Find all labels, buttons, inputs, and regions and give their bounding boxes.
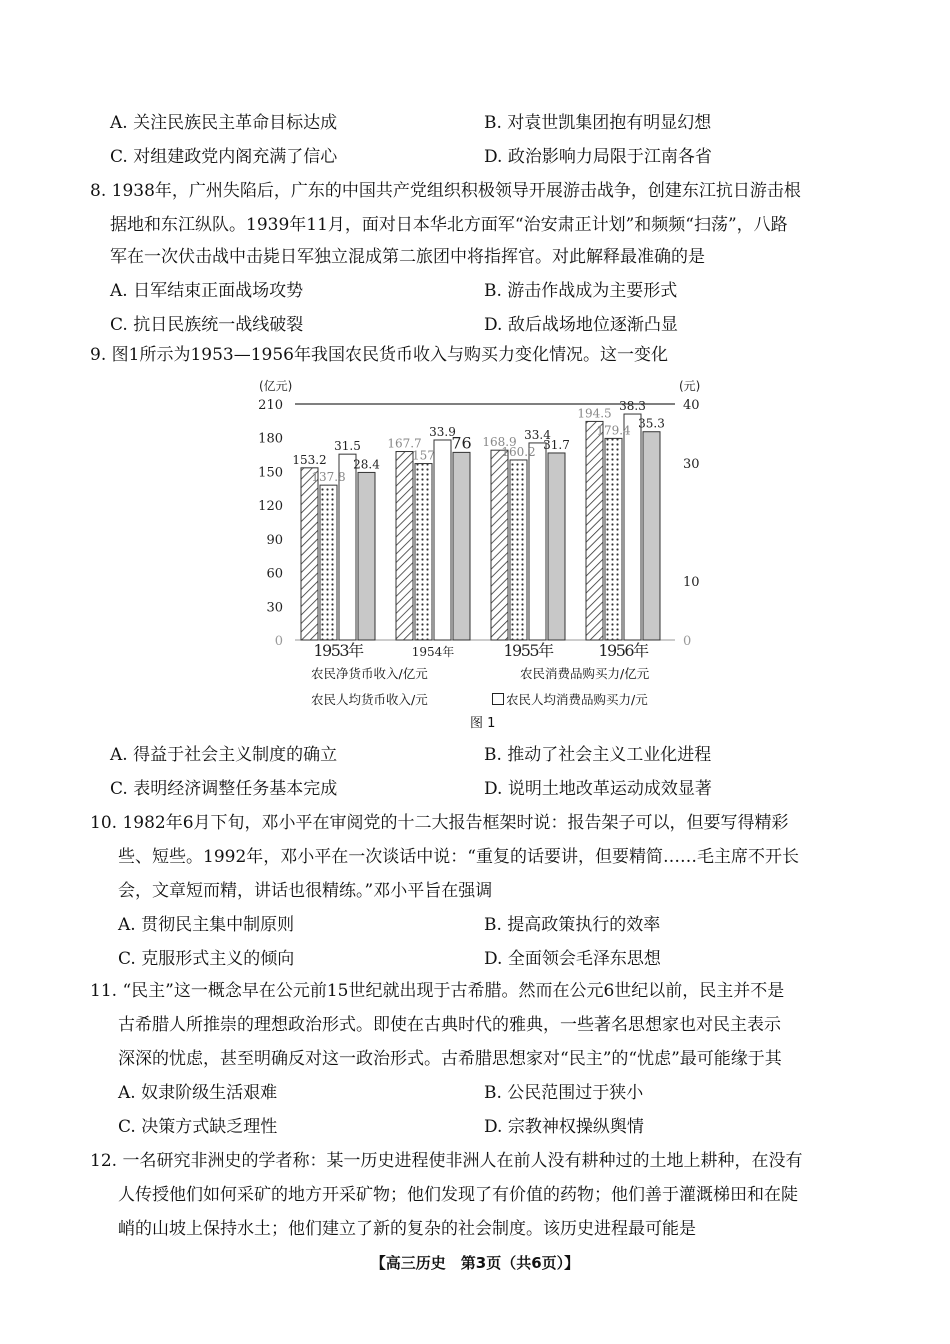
bar-data-label: 153.2 <box>292 452 327 467</box>
bar-gray <box>453 452 470 640</box>
legend-label-per-capita-purchasing: 农民人均消费品购买力/元 <box>506 692 648 707</box>
right-tick-label: 10 <box>683 575 700 590</box>
q7-option-a: A. 关注民族民主革命目标达成 <box>110 113 338 133</box>
q11-option-b: B. 公民范围过于狭小 <box>484 1083 644 1103</box>
legend-item-per-capita-income: 农民人均货币收入/元 <box>311 692 428 707</box>
figure-caption: 图 1 <box>470 716 496 731</box>
right-tick-label: 40 <box>683 398 700 413</box>
bar-hatch <box>396 452 413 640</box>
q8-option-a: A. 日军结束正面战场攻势 <box>110 281 304 301</box>
legend-item-net-income: 农民净货币收入/亿元 <box>311 666 428 681</box>
right-tick-label: 0 <box>683 634 692 649</box>
bar-white <box>434 440 451 640</box>
bar-dots <box>510 460 527 640</box>
bar-data-label: 38.3 <box>619 399 646 414</box>
bar-data-label: 160.2 <box>501 444 536 459</box>
bar-hatch <box>301 468 318 640</box>
q12-stem-line3: 峭的山坡上保持水土；他们建立了新的复杂的社会制度。该历史进程最可能是 <box>118 1219 696 1239</box>
left-tick-label: 30 <box>266 600 283 616</box>
legend-swatch-white <box>492 693 504 705</box>
q11-stem-line2: 古希腊人所推崇的理想政治形式。即使在古典时代的雅典，一些著名思想家也对民主表示 <box>118 1015 781 1035</box>
q10-stem-line2: 些、短些。1992年，邓小平在一次谈话中说：“重复的话要讲，但要精简……毛主席不开长 <box>118 847 799 867</box>
q11-option-c: C. 决策方式缺乏理性 <box>118 1117 278 1137</box>
left-tick-label: 90 <box>266 532 283 548</box>
q9-option-a: A. 得益于社会主义制度的确立 <box>110 745 338 765</box>
left-tick-label: 180 <box>258 431 283 447</box>
x-tick-label: 1955年 <box>503 641 553 660</box>
q8-option-c: C. 抗日民族统一战线破裂 <box>110 315 304 335</box>
q8-option-b: B. 游击作战成为主要形式 <box>484 281 678 301</box>
left-tick-label: 60 <box>266 566 283 582</box>
q8-option-d: D. 敌后战场地位逐渐凸显 <box>484 315 678 335</box>
bar-gray <box>548 453 565 640</box>
legend-item-purchasing-power: 农民消费品购买力/亿元 <box>520 666 650 681</box>
q10-stem-line1: 10. 1982年6月下旬，邓小平在审阅党的十二大报告框架时说：报告架子可以，但要写得精彩 <box>90 813 789 833</box>
q12-stem-line2: 人传授他们如何采矿的地方开采矿物；他们发现了有价值的药物；他们善于灌溉梯田和在陡 <box>118 1185 798 1205</box>
q9-option-b: B. 推动了社会主义工业化进程 <box>484 745 712 765</box>
bar-dots <box>320 485 337 640</box>
bar-data-label: 137.8 <box>311 470 346 485</box>
page-footer: 【高三历史 第3页（共6页）】 <box>370 1254 580 1272</box>
bar-data-label: 31.5 <box>334 439 361 454</box>
left-tick-label: 210 <box>258 398 283 413</box>
q9-option-c: C. 表明经济调整任务基本完成 <box>110 779 338 799</box>
q10-option-c: C. 克服形式主义的倾向 <box>118 949 295 969</box>
q9-stem-line1: 9. 图1所示为1953—1956年我国农民货币收入与购买力变化情况。这一变化 <box>90 345 668 365</box>
bar-hatch <box>491 450 508 640</box>
bar-data-label: 168.9 <box>482 435 517 450</box>
q8-stem-line3: 军在一次伏击战中击毙日军独立混成第二旅团中将指挥官。对此解释最准确的是 <box>110 247 705 267</box>
bar-data-label: 31.7 <box>543 437 570 452</box>
left-tick-label: 150 <box>258 465 283 481</box>
left-axis-unit: (亿元) <box>259 379 293 393</box>
bar-gray <box>358 472 375 640</box>
bar-data-label: 28.4 <box>353 457 380 472</box>
q8-stem-line1: 8. 1938年，广州失陷后，广东的中国共产党组织积极领导开展游击战争，创建东江抗日游击根 <box>90 181 801 201</box>
bar-white <box>624 414 641 640</box>
right-tick-label: 30 <box>683 457 700 472</box>
bar-gray <box>643 432 660 640</box>
q12-stem-line1: 12. 一名研究非洲史的学者称：某一历史进程使非洲人在前人没有耕种过的土地上耕种，在没有 <box>90 1151 803 1171</box>
q7-option-b: B. 对袁世凯集团抱有明显幻想 <box>484 113 712 133</box>
bar-data-label: 167.7 <box>387 436 422 451</box>
x-tick-label: 1956年 <box>598 641 648 660</box>
bar-data-label: 76 <box>451 433 472 453</box>
left-tick-label: 0 <box>274 634 283 649</box>
bar-dots <box>605 438 622 640</box>
bar-data-label: 194.5 <box>577 406 612 421</box>
q11-option-a: A. 奴隶阶级生活艰难 <box>118 1083 278 1103</box>
q7-option-d: D. 政治影响力局限于江南各省 <box>484 147 712 167</box>
bar-white <box>529 443 546 640</box>
legend-item-per-capita-purchasing <box>492 690 648 708</box>
bar-data-label: 33.4 <box>524 427 551 442</box>
x-tick-label: 1953年 <box>313 641 363 660</box>
left-tick-label: 120 <box>258 499 283 515</box>
right-axis-unit: (元) <box>679 379 701 393</box>
x-tick-label: 1954年 <box>411 645 455 659</box>
q11-stem-line1: 11. “民主”这一概念早在公元前15世纪就出现于古希腊。然而在公元6世纪以前，民主并不是 <box>90 981 785 1001</box>
bar-data-label: 35.3 <box>638 416 665 431</box>
q10-option-a: A. 贯彻民主集中制原则 <box>118 915 295 935</box>
q11-stem-line3: 深深的忧虑，甚至明确反对这一政治形式。古希腊思想家对“民主”的“忧虑”最可能缘于其 <box>118 1049 782 1069</box>
q9-option-d: D. 说明土地改革运动成效显著 <box>484 779 712 799</box>
q7-option-c: C. 对组建政党内阁充满了信心 <box>110 147 338 167</box>
bar-data-label: 157 <box>412 448 435 463</box>
bar-data-label: 179.4 <box>596 423 631 438</box>
q10-stem-line3: 会，文章短而精，讲话也很精练。”邓小平旨在强调 <box>118 881 493 901</box>
bar-hatch <box>586 421 603 640</box>
q10-option-b: B. 提高政策执行的效率 <box>484 915 661 935</box>
q10-option-d: D. 全面领会毛泽东思想 <box>484 949 661 969</box>
bar-dots <box>415 464 432 640</box>
bar-data-label: 33.9 <box>429 424 456 439</box>
q11-option-d: D. 宗教神权操纵舆情 <box>484 1117 644 1137</box>
q8-stem-line2: 据地和东江纵队。1939年11月，面对日本华北方面军“治安肃正计划”和频频“扫荡”，八路 <box>110 215 788 235</box>
